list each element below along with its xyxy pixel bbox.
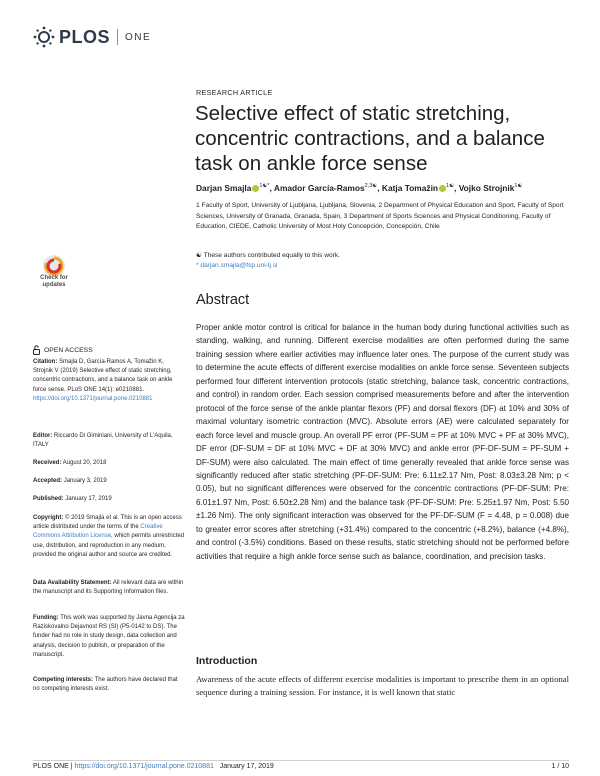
competing-interests-label: Competing interests: <box>33 677 94 683</box>
accepted-label: Accepted: <box>33 478 63 484</box>
plos-one-logo[interactable] <box>33 26 151 48</box>
author-list: Darjan Smajla $^{1☯*}$, Amador García-Ramos$^{2,3☯}$, Katja Tomažin $^{1☯}$, Vojko Strojnik$^{1☯}$ <box>196 183 523 193</box>
author-affiliation-marker: 2,3☯ <box>364 183 378 190</box>
article-type: RESEARCH ARTICLE <box>196 88 273 97</box>
badge-line-1: Check for <box>40 275 68 281</box>
check-for-updates-label[interactable] <box>30 275 78 289</box>
editor-label: Editor: <box>33 433 53 439</box>
copyright-text-end: , which permits unrestricted use, distribution, and reproduction in any medium, provided the original author and source are credited. <box>33 533 185 558</box>
abstract-text: Proper ankle motor control is critical for balance in the human body during functional activities such as standing, walking, and running. Different exercise modalities are often performed during the same training session where earlier activities may influence later ones. The purpose of the current study was to determine the acute effects of different exercise modalities on ankle force sense. Seventeen subjects performed four different intervention protocols (static stretching, balance task, concentric contractions, and control) in random order. Each session comprised measurements before and after the intervention protocol of the force sense of the ankle plantar flexors (PF) and dorsal flexors (DF) at 10% and 30% of maximal voluntary isometric contraction (MVC). Absolute errors (AE) were calculated separately for each force level and muscle group. An overall PF error (PF-SUM = PF at 10% MVC + PF at 30% MVC), DF error (DF-SUM = DF at 10% MVC + DF at 30% MVC) and ankle error (PF-DF-SUM = PF-SUM + DF-SUM) were also calculated. The main effect of time generally revealed that ankle force sense was significantly reduced after static stretching (PF-DF-SUM: Pre: 6.11±2.17 Nm, Post: 8.03±3.28 Nm; p < 0.05), but no significant differences were observed for the concentric contractions (PF-DF-SUM: Pre: 6.01±1.97 Nm, Post: 6.50±2.28 Nm) and the balance task (PF-DF-SUM: Pre: 5.25±1.97 Nm, Post: 5.50 ±1.26 Nm). The only significant interaction was observed for the PF-DF-SUM (F = 4.48, p = 0.008) due to greater error scores after stretching (+31.4%) compared to the concentric (+8.2%), balance (+4.8%), and control (-3.5%) conditions. Based on these results, static stretching should not be performed before activities that require a high ankle force sense such as balance, coordination, and precision tasks. <box>196 323 569 561</box>
published-block <box>33 495 185 504</box>
introduction-text: Awareness of the acute effects of different exercise modalities is important to prescribe them in an optional sequence during a training session. For instance, it is well known that static <box>196 674 569 698</box>
footer-separator: | <box>70 763 73 770</box>
corresponding-email[interactable]: * darjan.smajla@fsp.uni-lj.si <box>196 262 278 269</box>
competing-interests-text: The authors have declared that no competing interests exist. <box>33 677 178 693</box>
funding-block <box>33 614 185 660</box>
received-block <box>33 459 185 468</box>
copyright-block <box>33 514 185 560</box>
license-link[interactable]: Creative Commons Attribution License <box>33 524 163 540</box>
footer-divider <box>33 760 569 761</box>
open-access-label <box>33 345 93 355</box>
author-name: Amador García-Ramos <box>273 183 365 193</box>
footer-doi-link[interactable]: https://doi.org/10.1371/journal.pone.0210881 <box>74 763 214 770</box>
brand-name: PLOS <box>59 26 111 47</box>
page-number: 1 / 10 <box>551 763 569 770</box>
copyright-text: © 2019 Smajla et al. This is an open access article distributed under the terms of the <box>33 515 182 531</box>
footer-journal: PLOS ONE <box>33 763 69 770</box>
abstract-heading: Abstract <box>196 292 250 308</box>
affiliations: 1 Faculty of Sport, University of Ljubljana, Ljubljana, Slovenia, 2 Department of Physical Education and Sport, Faculty of Sport Sciences, University of Granada, Granada, Spain, 3 Department of Sports Sciences and Physical Conditioning, Faculty of Education, CIEDE, Catholic University of Most Holy Concepción, Concepción, Chile <box>196 202 564 230</box>
published-label: Published: <box>33 496 64 502</box>
editor-text: Riccardo Di Giminiani, University of L'Aquila, ITALY <box>33 433 173 449</box>
journal-name: ONE <box>125 31 152 43</box>
accepted-block <box>33 477 185 486</box>
funding-label: Funding: <box>33 615 59 621</box>
citation-text: Smajla D, García-Ramos A, Tomažin K, Strojnik V (2019) Selective effect of static stretching, concentric contractions, and a balance task on ankle force sense. PLoS ONE 14(1): e0210881. <box>33 359 173 393</box>
author-affiliation-marker: 1☯* <box>259 183 270 190</box>
accepted-date: January 3, 2019 <box>63 478 107 484</box>
open-lock-icon <box>33 345 40 355</box>
footer-date: January 17, 2019 <box>219 763 274 770</box>
editor-block <box>33 432 185 450</box>
open-access-text: OPEN ACCESS <box>44 346 93 354</box>
received-label: Received: <box>33 460 62 466</box>
author-affiliation-marker: 1☯ <box>514 183 523 190</box>
data-availability-block <box>33 579 185 597</box>
author-name: Darjan Smajla <box>196 183 252 193</box>
competing-interests-block <box>33 676 185 694</box>
author-affiliation-marker: 1☯ <box>446 183 455 190</box>
funding-text: This work was supported by Javna Agencija za Raziskovalno Dejavnost RS (SI) (P5-0142 to DS). The funder had no role in study design, data collection and analysis, decision to publish, or preparation of the manuscript. <box>33 615 185 658</box>
orcid-icon[interactable] <box>439 185 446 192</box>
published-date: January 17, 2019 <box>65 496 112 502</box>
copyright-label: Copyright: <box>33 515 64 521</box>
logo-divider <box>117 29 118 45</box>
data-availability-text: All relevant data are within the manuscript and its Supporting Information files. <box>33 580 184 596</box>
page-footer <box>33 763 274 770</box>
introduction-heading: Introduction <box>196 655 258 667</box>
data-availability-label: Data Availability Statement: <box>33 580 112 586</box>
author-name: Katja Tomažin <box>381 183 439 193</box>
citation-label: Citation: <box>33 359 58 365</box>
citation-doi-link[interactable]: https://doi.org/10.1371/journal.pone.0210881 <box>33 395 153 402</box>
article-title: Selective effect of static stretching, concentric contractions, and a balance task on ankle force sense <box>195 102 545 175</box>
received-date: August 20, 2018 <box>62 460 107 466</box>
author-name: Vojko Strojnik <box>458 183 515 193</box>
badge-line-2: updates <box>42 282 66 288</box>
plos-logo-icon <box>33 26 55 48</box>
citation-block <box>33 358 185 404</box>
equal-contribution-note: ☯ These authors contributed equally to this work. <box>196 252 340 259</box>
